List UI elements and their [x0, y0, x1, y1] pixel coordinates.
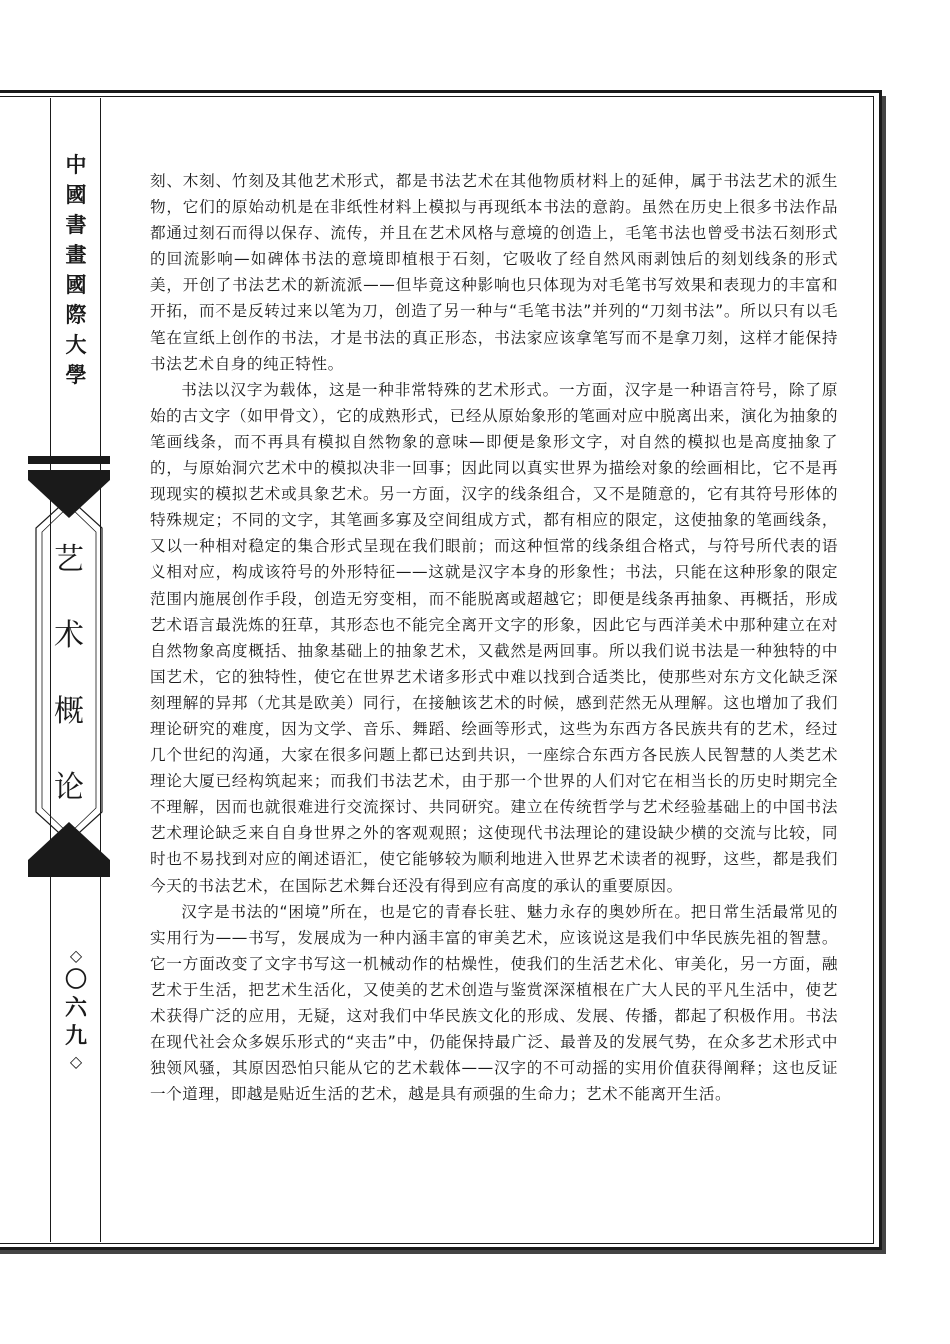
ornament-bar-top	[28, 456, 110, 464]
book-title-vertical	[24, 540, 114, 844]
university-char: 際	[65, 303, 87, 327]
university-name-vertical	[56, 150, 96, 390]
book-title-char: 论	[54, 770, 84, 805]
page-number	[58, 945, 94, 1073]
paragraph: 刻、木刻、竹刻及其他艺术形式，都是书法艺术在其他物质材料上的延伸，属于书法艺术的派生物，它们的原始动机是在非纸性材料上模拟与再现纸本书法的意韵。虽然在历史上很多书法作品都通过刻石而得以保存、流传，并且在艺术风格与意境的创造上，毛笔书法也曾受书法石刻形式的回流影响—如碑体书法的意境即植根于石刻，它吸收了经自然风雨剥蚀后的刻划线条的形式美，开创了书法艺术的新流派——但毕竟这种影响也只体现为对毛笔书写效果和表现力的丰富和开拓，而不是反转过来以笔为刀，创造了另一种与“毛笔书法”并列的“刀刻书法”。所以只有以毛笔在宣纸上创作的书法，才是书法的真正形态，书法家应该拿笔写而不是拿刀刻，这样才能保持书法艺术自身的纯正特性。	[150, 172, 838, 373]
body-text	[150, 168, 838, 1107]
book-title-char: 术	[54, 618, 84, 653]
ornament-bar-bottom	[28, 869, 110, 877]
page-number-char: 九	[64, 1024, 87, 1049]
page-number-char: 〇	[64, 968, 87, 993]
university-char: 書	[65, 213, 87, 237]
university-char: 國	[65, 183, 87, 207]
paragraph: 汉字是书法的“困境”所在，也是它的青春长驻、魅力永存的奥妙所在。把日常生活最常见的实用行为——书写，发展成为一种内涵丰富的审美艺术，应该说这是我们中华民族先祖的智慧。它一方面改变了文字书写这一机械动作的枯燥性，使我们的生活艺术化、审美化，另一方面，融艺术于生活，把艺术生活化，又使美的艺术创造与鉴赏深深植根在广大人民的平凡生活中，使艺术获得广泛的应用，无疑，这对我们中华民族文化的形成、发展、传播，都起了积极作用。书法在现代社会众多娱乐形式的“夹击”中，仍能保持最广泛、最普及的发展气势，在众多艺术形式中独领风骚，其原因恐怕只能从它的艺术载体——汉字的不可动摇的实用价值获得阐释；这也反证一个道理，即越是贴近生活的艺术，越是具有顽强的生命力；艺术不能离开生活。	[150, 902, 838, 1104]
frame-shadow-bottom	[0, 1250, 886, 1254]
paragraph: 书法以汉字为载体，这是一种非常特殊的艺术形式。一方面，汉字是一种语言符号，除了原始的古文字（如甲骨文），它的成熟形式，已经从原始象形的笔画对应中脱离出来，演化为抽象的笔画线条，而不再具有模拟自然物象的意味—即便是象形文字，对自然的模拟也是高度抽象了的，与原始洞穴艺术中的模拟决非一回事；因此同以真实世界为描绘对象的绘画相比，它不是再现现实的模拟艺术或具象艺术。另一方面，汉字的线条组合，又不是随意的，它有其符号形体的特殊规定；不同的文字，其笔画多寡及空间组成方式，都有相应的限定，这使抽象的笔画线条，又以一种相对稳定的集合形式呈现在我们眼前；而这种恒常的线条组合格式，与符号所代表的语义相对应，构成该符号的外形特征——这就是汉字本身的形象性；书法，只能在这种形象的限定范围内施展创作手段，创造无穷变相，而不能脱离或超越它；即便是线条再抽象、再概括，形成艺术语言最洗炼的狂草，其形态也不能完全离开文字的形象，因此它与西洋美术中那种建立在对自然物象高度概括、抽象基础上的抽象艺术，又截然是两回事。所以我们说书法是一种独特的中国艺术，它的独特性，使它在世界艺术诸多形式中难以找到合适类比，使那些对东方文化缺乏深刻理解的异邦（尤其是欧美）同行，在接触该艺术的时候，感到茫然无从理解。这也增加了我们理论研究的难度，因为文学、音乐、舞蹈、绘画等形式，这些为东西方各民族共有的艺术，经过几个世纪的沟通，大家在很多问题上都已达到共识，一座综合东西方各民族人民智慧的人类艺术理论大厦已经构筑起来；而我们书法艺术，由于那一个世界的人们对它在相当长的历史时期完全不理解，因而也就很难进行交流探讨、共同研究。建立在传统哲学与艺术经验基础上的中国书法艺术理论缺乏来自自身世界之外的客观观照；这使现代书法理论的建设缺少横的交流与比较，同时也不易找到对应的阐述语汇，使它能够较为顺利地进入世界艺术读者的视野，这些，都是我们今天的书法艺术，在国际艺术舞台还没有得到应有高度的承认的重要原因。	[150, 380, 838, 895]
diamond-icon: ◇	[69, 1052, 83, 1071]
book-title-char: 艺	[54, 542, 84, 577]
frame-shadow-right	[882, 96, 886, 1254]
university-char: 大	[65, 333, 87, 357]
university-char: 畫	[65, 243, 87, 267]
page-number-char: 六	[64, 996, 87, 1021]
university-char: 中	[65, 153, 87, 177]
university-char: 學	[65, 363, 87, 387]
diamond-icon: ◇	[69, 946, 83, 965]
university-char: 國	[65, 273, 87, 297]
book-title-char: 概	[54, 694, 84, 729]
